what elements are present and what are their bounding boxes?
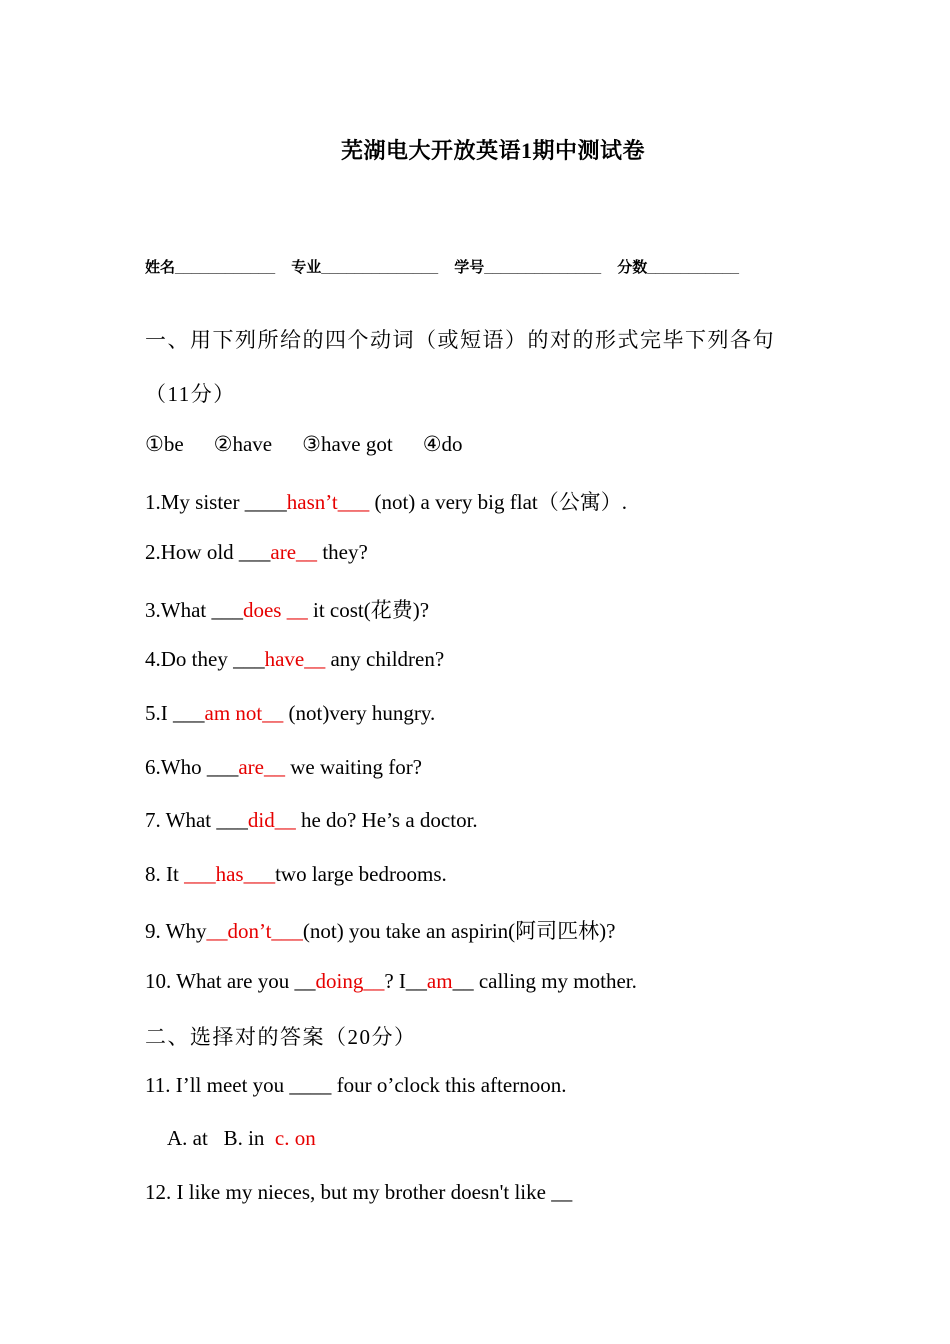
answer-8: ___has___: [184, 862, 276, 886]
question-1: 1.My sister ____hasn’t___ (not) a very big flat（公寓）.: [145, 490, 627, 514]
answer-3: does __: [242, 598, 308, 622]
student-info-row: [145, 256, 751, 277]
section-1-heading: 一、用下列所给的四个动词（或短语）的对的形式完毕下列各句: [145, 328, 775, 352]
option-a: A. at: [167, 1126, 208, 1150]
major-field: 专业______________: [291, 259, 439, 276]
question-4: 4.Do they ___have__ any children?: [145, 647, 445, 671]
section-2-heading: 二、选择对的答案（20分）: [145, 1025, 417, 1049]
verb-options: [145, 432, 463, 457]
question-7: 7. What ___did__ he do? He’s a doctor.: [145, 808, 478, 832]
answer-7: did__: [247, 808, 296, 832]
question-12: 12. I like my nieces, but my brother doesn't like __: [145, 1180, 573, 1204]
answer-6: are__: [238, 755, 285, 779]
answer-2: are__: [270, 540, 318, 564]
option-do: ④do: [422, 432, 463, 456]
option-b: B. in: [223, 1126, 265, 1150]
question-6: 6.Who ___are__ we waiting for?: [145, 755, 423, 779]
answer-4: have__: [264, 647, 326, 671]
page-title: 芜湖电大开放英语1期中测试卷: [340, 138, 645, 163]
option-be: ①be: [145, 432, 184, 456]
answer-10a: doing__: [315, 969, 385, 993]
score-field: 分数___________: [617, 259, 739, 276]
option-have-got: ③have got: [302, 432, 393, 456]
option-have: ②have: [213, 432, 273, 456]
answer-5: am not__: [204, 701, 284, 725]
student-id-field: 学号______________: [454, 259, 602, 276]
question-9: 9. Why__don’t___(not) you take an aspirin(阿司匹林)?: [145, 919, 616, 943]
question-8: 8. It ___has___two large bedrooms.: [145, 862, 447, 886]
question-11: 11. I’ll meet you ____ four o’clock this afternoon.: [145, 1073, 567, 1097]
question-2: 2.How old ___are__ they?: [145, 540, 368, 564]
question-11-options: [167, 1126, 316, 1151]
option-c: c. on: [274, 1126, 316, 1150]
question-10: 10. What are you __doing__? I__am__ calling my mother.: [145, 969, 637, 993]
name-field: 姓名____________: [145, 259, 276, 276]
section-1-points: （11分）: [145, 382, 236, 406]
answer-1: hasn’t___: [286, 490, 370, 514]
answer-9: __don’t___: [206, 919, 303, 943]
question-5: 5.I ___am not__ (not)very hungry.: [145, 701, 436, 725]
question-3: 3.What ___does __ it cost(花费)?: [145, 598, 430, 622]
answer-10b: am: [426, 969, 453, 993]
